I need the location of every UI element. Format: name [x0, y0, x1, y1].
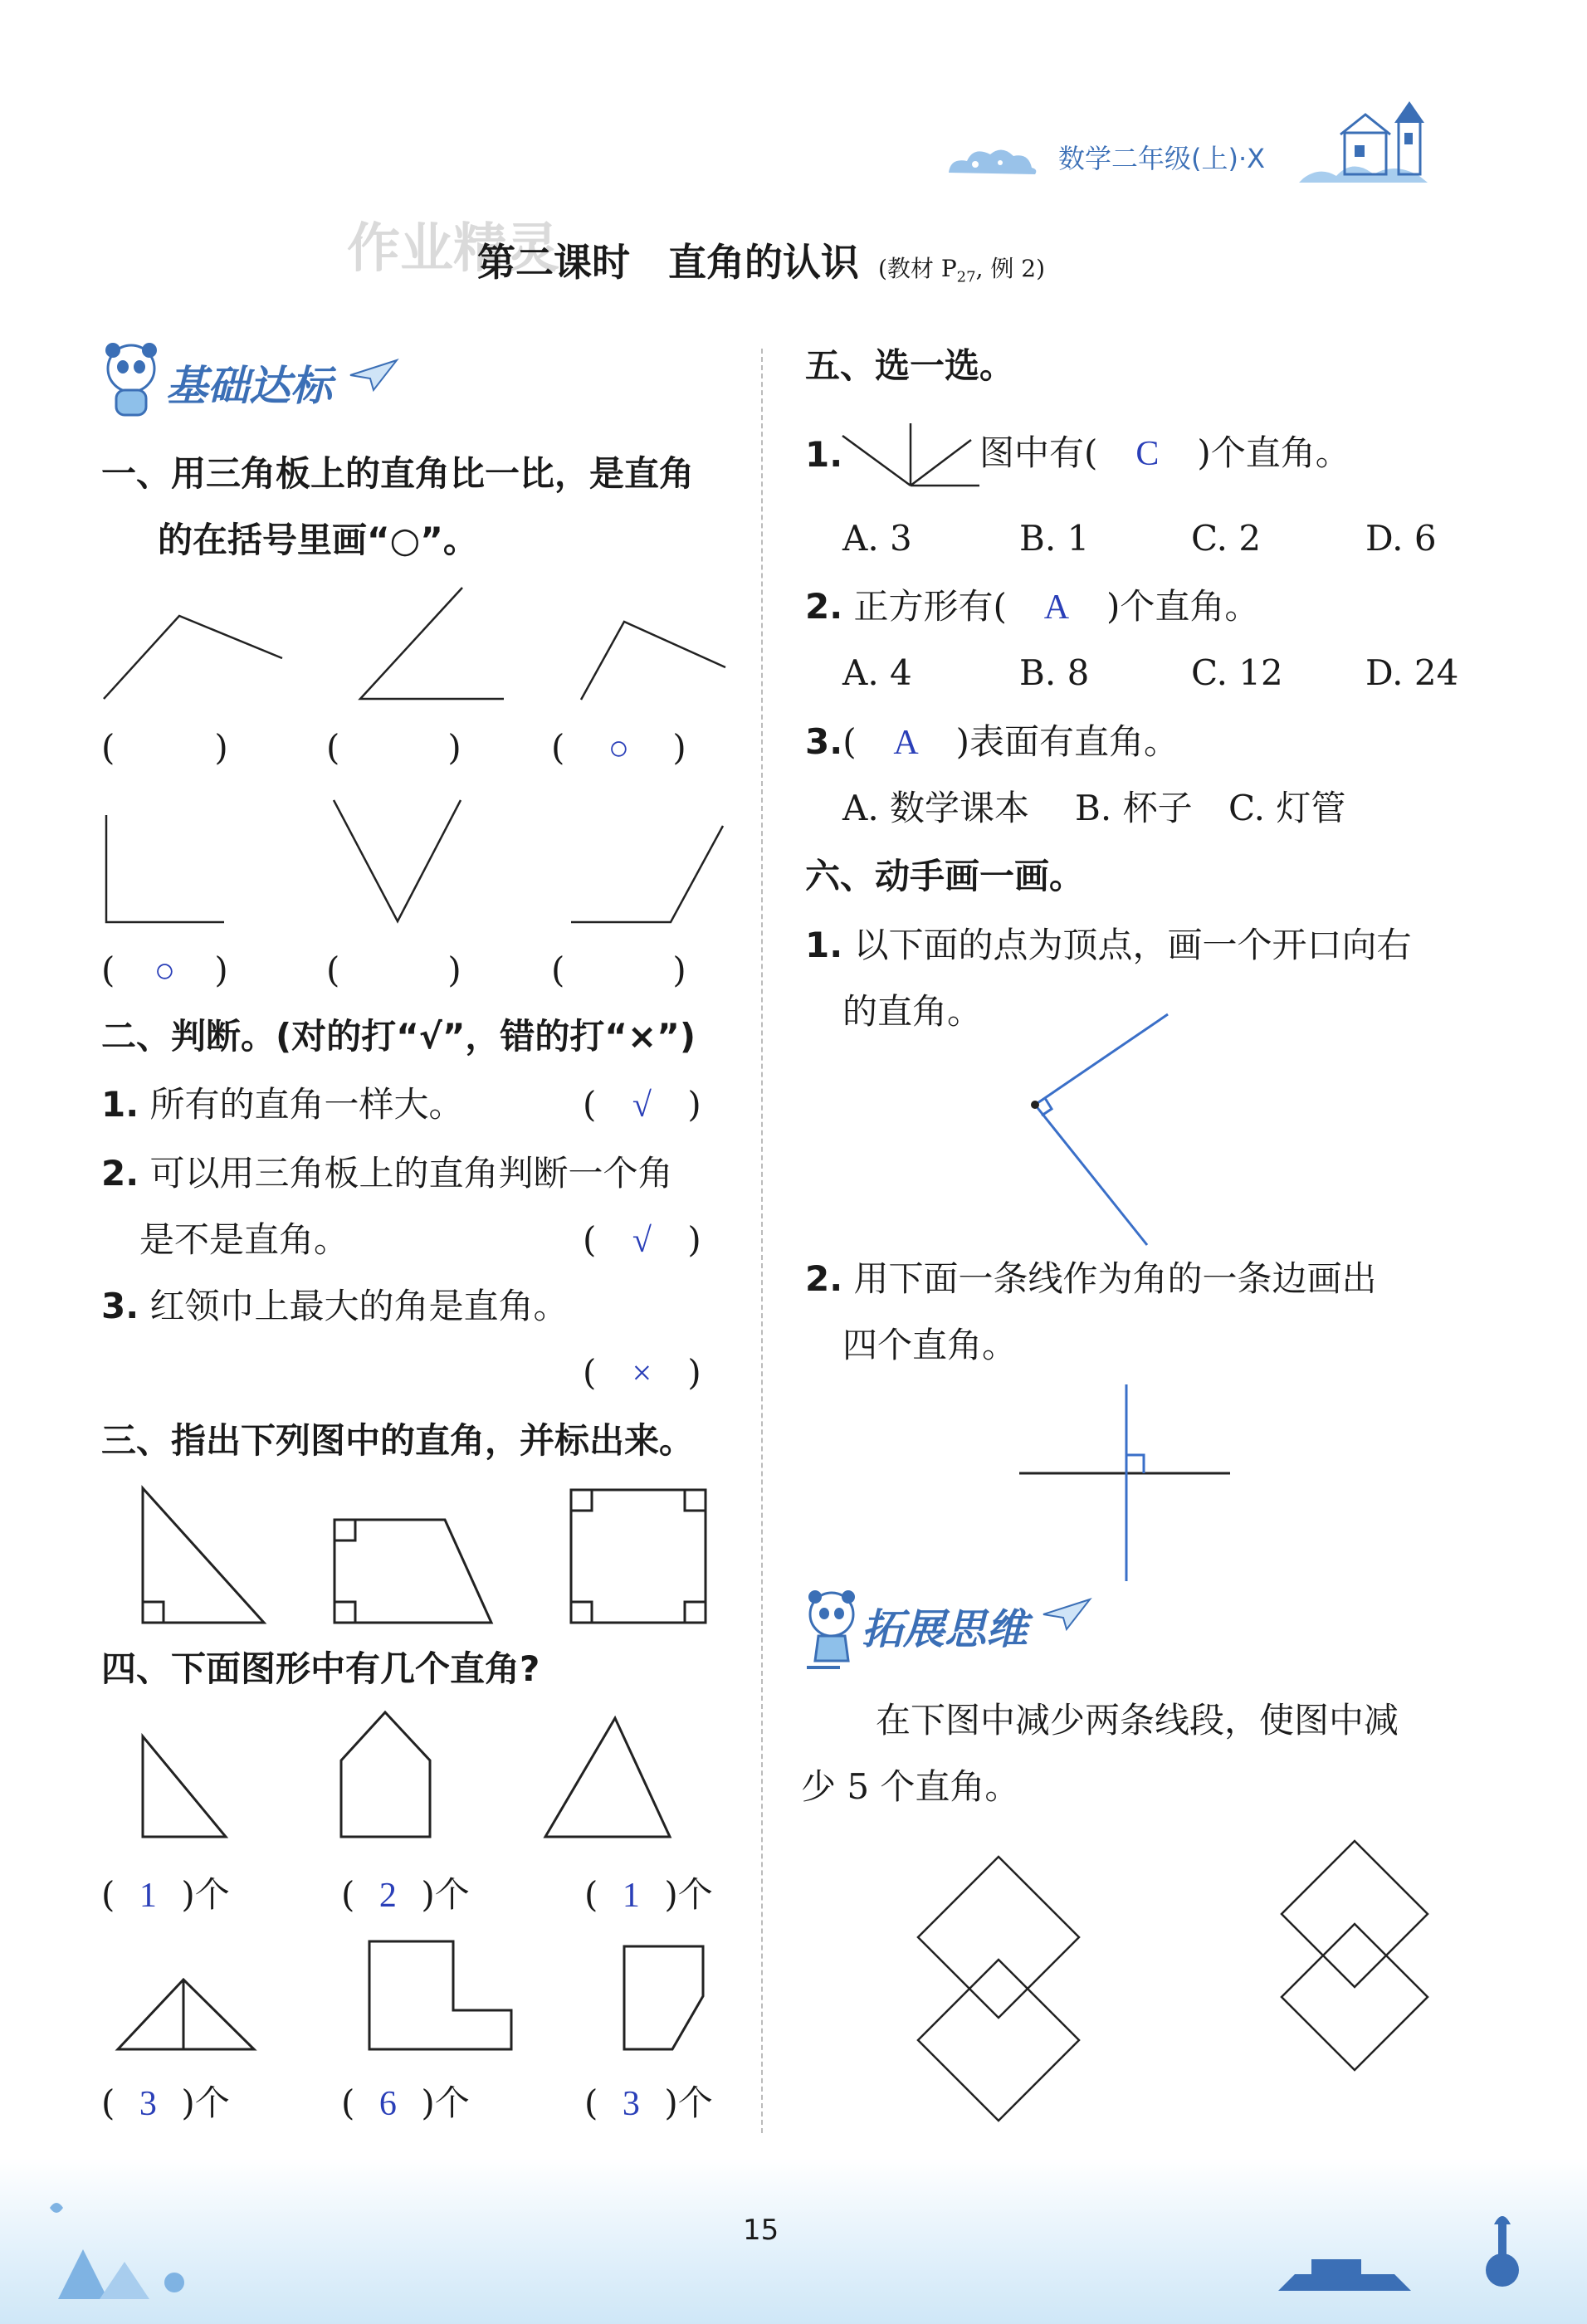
q1-title-line1: 一、用三角板上的直角比一比，是直角 [101, 453, 695, 494]
q5-item-1: 图中有( C )个直角。 [979, 432, 1350, 473]
q4-answer-2[interactable]: ( 2 )个 [341, 1874, 470, 1915]
q2-answer-3[interactable]: ( × ) [583, 1352, 701, 1393]
q5-answer-1[interactable]: C [1135, 435, 1160, 473]
tree-icon [33, 2191, 266, 2307]
extension-square-4 [1282, 1924, 1428, 2070]
q2-answer-1[interactable]: ( √ ) [583, 1084, 701, 1125]
q2-title: 二、判断。(对的打“√”，错的打“×”) [101, 1016, 696, 1057]
q5-item-2: 2. 正方形有( A )个直角。 [805, 586, 1260, 627]
q5-item-2-option-a: A. 4 [842, 652, 912, 693]
q5-title: 五、选一选。 [805, 345, 1015, 386]
q1-answer-2[interactable]: ( ) [326, 727, 461, 768]
q5-item-1-num: 1. [805, 434, 843, 475]
q5-item-1-option-d: D. 6 [1365, 518, 1437, 559]
q5-answer-3[interactable]: A [893, 724, 919, 762]
q5-item-2-option-c: C. 12 [1191, 652, 1283, 693]
q5-item-3-option-a: A. 数学课本 [842, 788, 1030, 828]
q1-answer-1[interactable]: ( ) [101, 727, 228, 768]
q2-item-3: 3. 红领巾上最大的角是直角。 [101, 1286, 569, 1326]
section-badge-basic: 基础达标 [166, 362, 332, 410]
lesson-title: 第二课时 直角的认识 [477, 240, 859, 285]
q5-item-3: 3.( A )表面有直角。 [805, 721, 1179, 762]
header-subject: 数学二年级(上)·X [1058, 143, 1266, 174]
q2-answer-2[interactable]: ( √ ) [583, 1219, 701, 1260]
page-number: 15 [743, 2214, 779, 2247]
q2-item-2: 2. 可以用三角板上的直角判断一个角 [101, 1153, 673, 1194]
q4-answer-6[interactable]: ( 3 )个 [584, 2082, 713, 2123]
q5-item-1-option-c: C. 2 [1191, 518, 1262, 559]
q4-answer-1[interactable]: ( 1 )个 [101, 1874, 230, 1915]
q5-item-3-option-b: B. 杯子 [1075, 788, 1193, 828]
q6-item-2: 2. 用下面一条线作为角的一条边画出 [805, 1258, 1377, 1299]
q5-item-1-option-b: B. 1 [1019, 518, 1090, 559]
q1-title-line2: 的在括号里画“○”。 [158, 520, 478, 560]
q5-answer-2[interactable]: A [1043, 588, 1070, 627]
q6-title: 六、动手画一画。 [805, 856, 1085, 896]
q1-answer-3[interactable]: ( ○ ) [551, 727, 686, 768]
q4-answer-4[interactable]: ( 3 )个 [101, 2082, 230, 2123]
ship-icon [1245, 2191, 1560, 2307]
extension-square-3 [1282, 1841, 1428, 1987]
q5-item-2-option-b: B. 8 [1019, 652, 1090, 693]
extension-line1: 在下图中减少两条线段，使图中减 [876, 1700, 1399, 1741]
extension-square-2 [918, 1960, 1079, 2121]
q6-item-1-line2: 的直角。 [842, 991, 983, 1032]
lesson-reference: (教材 $P_{27}$, 例 2) [878, 255, 1046, 286]
q4-answer-5[interactable]: ( 6 )个 [341, 2082, 470, 2123]
q1-answer-4[interactable]: ( ○ ) [101, 950, 228, 990]
q1-answer-5[interactable]: ( ) [326, 950, 461, 990]
q4-title: 四、下面图形中有几个直角? [101, 1648, 540, 1689]
section-badge-extension: 拓展思维 [862, 1605, 1028, 1653]
q5-item-3-option-c: C. 灯管 [1228, 788, 1346, 828]
extension-square-1 [918, 1857, 1079, 2018]
q1-answer-6[interactable]: ( ) [551, 950, 686, 990]
q6-item-2-line2: 四个直角。 [842, 1325, 1018, 1365]
q6-item-1: 1. 以下面的点为顶点，画一个开口向右 [805, 925, 1412, 965]
q2-item-1: 1. 所有的直角一样大。 [101, 1084, 464, 1125]
q3-title: 三、指出下列图中的直角，并标出来。 [101, 1420, 695, 1461]
extension-line2: 少 5 个直角。 [801, 1766, 1020, 1807]
q2-item-2-line2: 是不是直角。 [139, 1219, 349, 1260]
watermark: 作业精灵 [347, 218, 559, 280]
q4-answer-3[interactable]: ( 1 )个 [584, 1874, 713, 1915]
q5-item-2-option-d: D. 24 [1365, 652, 1459, 693]
q5-item-1-option-a: A. 3 [842, 518, 912, 559]
